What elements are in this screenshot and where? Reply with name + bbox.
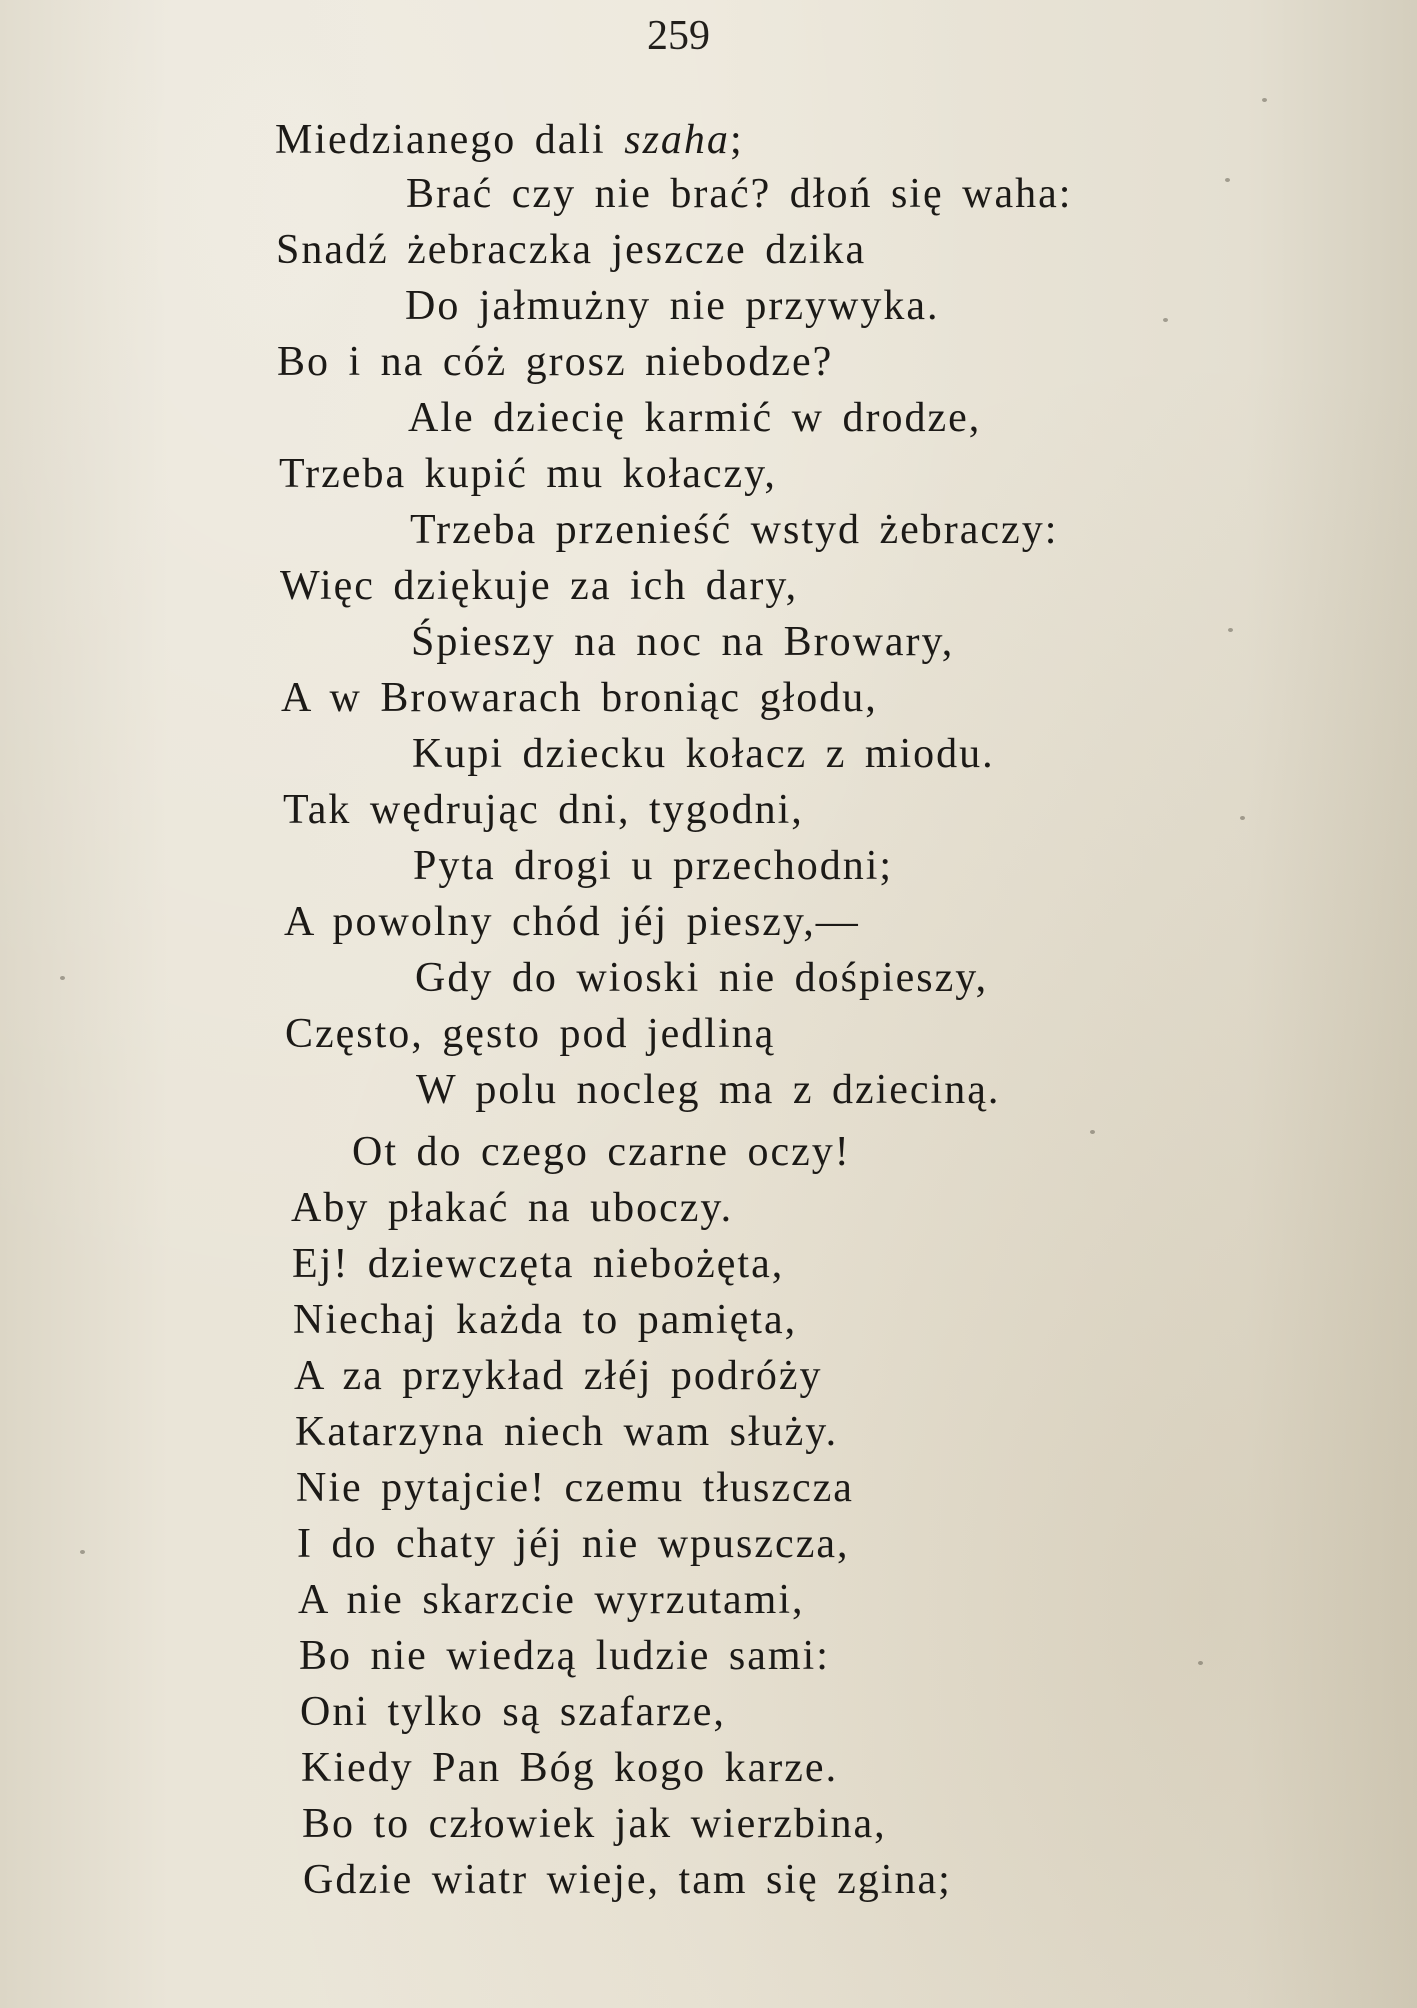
- poem-line-11: A w Browarach broniąc głodu,: [281, 675, 878, 721]
- poem-line-31: Bo to człowiek jak wierzbina,: [302, 1801, 887, 1847]
- poem-line-28: Bo nie wiedzą ludzie sami:: [299, 1633, 830, 1679]
- paper-speck: [1163, 318, 1168, 322]
- poem-line-3: Snadź żebraczka jeszcze dzika: [276, 227, 867, 273]
- poem-line-17: Często, gęsto pod jedliną: [285, 1011, 776, 1057]
- poem-line-4: Do jałmużny nie przywyka.: [405, 283, 940, 329]
- poem-line-15: A powolny chód jéj pieszy,—: [284, 899, 860, 945]
- poem-line-29: Oni tylko są szafarze,: [300, 1689, 726, 1735]
- poem-line-22: Niechaj każda to pamięta,: [293, 1297, 798, 1343]
- paper-speck: [1228, 628, 1233, 632]
- poem-line-1-text: Miedzianego dali: [275, 117, 625, 163]
- poem-line-18: W polu nocleg ma z dzieciną.: [416, 1067, 1001, 1113]
- paper-speck: [1198, 1661, 1203, 1665]
- poem-line-1-punctuation: ;: [729, 117, 744, 163]
- poem-line-6: Ale dziecię karmić w drodze,: [408, 395, 982, 441]
- poem-line-30: Kiedy Pan Bóg kogo karze.: [301, 1745, 839, 1791]
- poem-line-23: A za przykład złéj podróży: [294, 1353, 823, 1399]
- poem-line-9: Więc dziękuje za ich dary,: [280, 563, 799, 609]
- poem-text: [0, 100, 1417, 2000]
- paper-speck: [80, 1550, 85, 1554]
- poem-line-1-italic-word: szaha: [624, 117, 730, 163]
- poem-line-7: Trzeba kupić mu kołaczy,: [279, 451, 777, 497]
- page-number: 259: [647, 13, 710, 59]
- poem-line-16: Gdy do wioski nie dośpieszy,: [415, 955, 989, 1001]
- poem-line-32: Gdzie wiatr wieje, tam się zgina;: [303, 1857, 952, 1903]
- poem-line-8: Trzeba przenieść wstyd żebraczy:: [410, 507, 1059, 553]
- poem-line-2: Brać czy nie brać? dłoń się waha:: [406, 171, 1073, 217]
- paper-speck: [60, 976, 65, 980]
- poem-line-10: Śpieszy na noc na Browary,: [411, 619, 955, 665]
- poem-line-13: Tak wędrując dni, tygodni,: [283, 787, 804, 833]
- poem-line-27: A nie skarzcie wyrzutami,: [298, 1577, 805, 1623]
- paper-speck: [1240, 816, 1245, 820]
- poem-line-24: Katarzyna niech wam służy.: [295, 1409, 839, 1455]
- paper-speck: [1090, 1130, 1095, 1134]
- paper-speck: [1225, 178, 1230, 182]
- poem-line-21: Ej! dziewczęta niebożęta,: [292, 1241, 785, 1287]
- poem-line-14: Pyta drogi u przechodni;: [413, 843, 894, 889]
- poem-line-12: Kupi dziecku kołacz z miodu.: [412, 731, 995, 777]
- poem-line-26: I do chaty jéj nie wpuszcza,: [297, 1521, 850, 1567]
- paper-speck: [1262, 98, 1267, 102]
- poem-line-25: Nie pytajcie! czemu tłuszcza: [296, 1465, 854, 1511]
- poem-line-1: [275, 112, 744, 168]
- poem-line-5: Bo i na cóż grosz niebodze?: [277, 339, 834, 385]
- poem-line-19: Ot do czego czarne oczy!: [352, 1129, 851, 1175]
- poem-line-20: Aby płakać na uboczy.: [291, 1185, 734, 1231]
